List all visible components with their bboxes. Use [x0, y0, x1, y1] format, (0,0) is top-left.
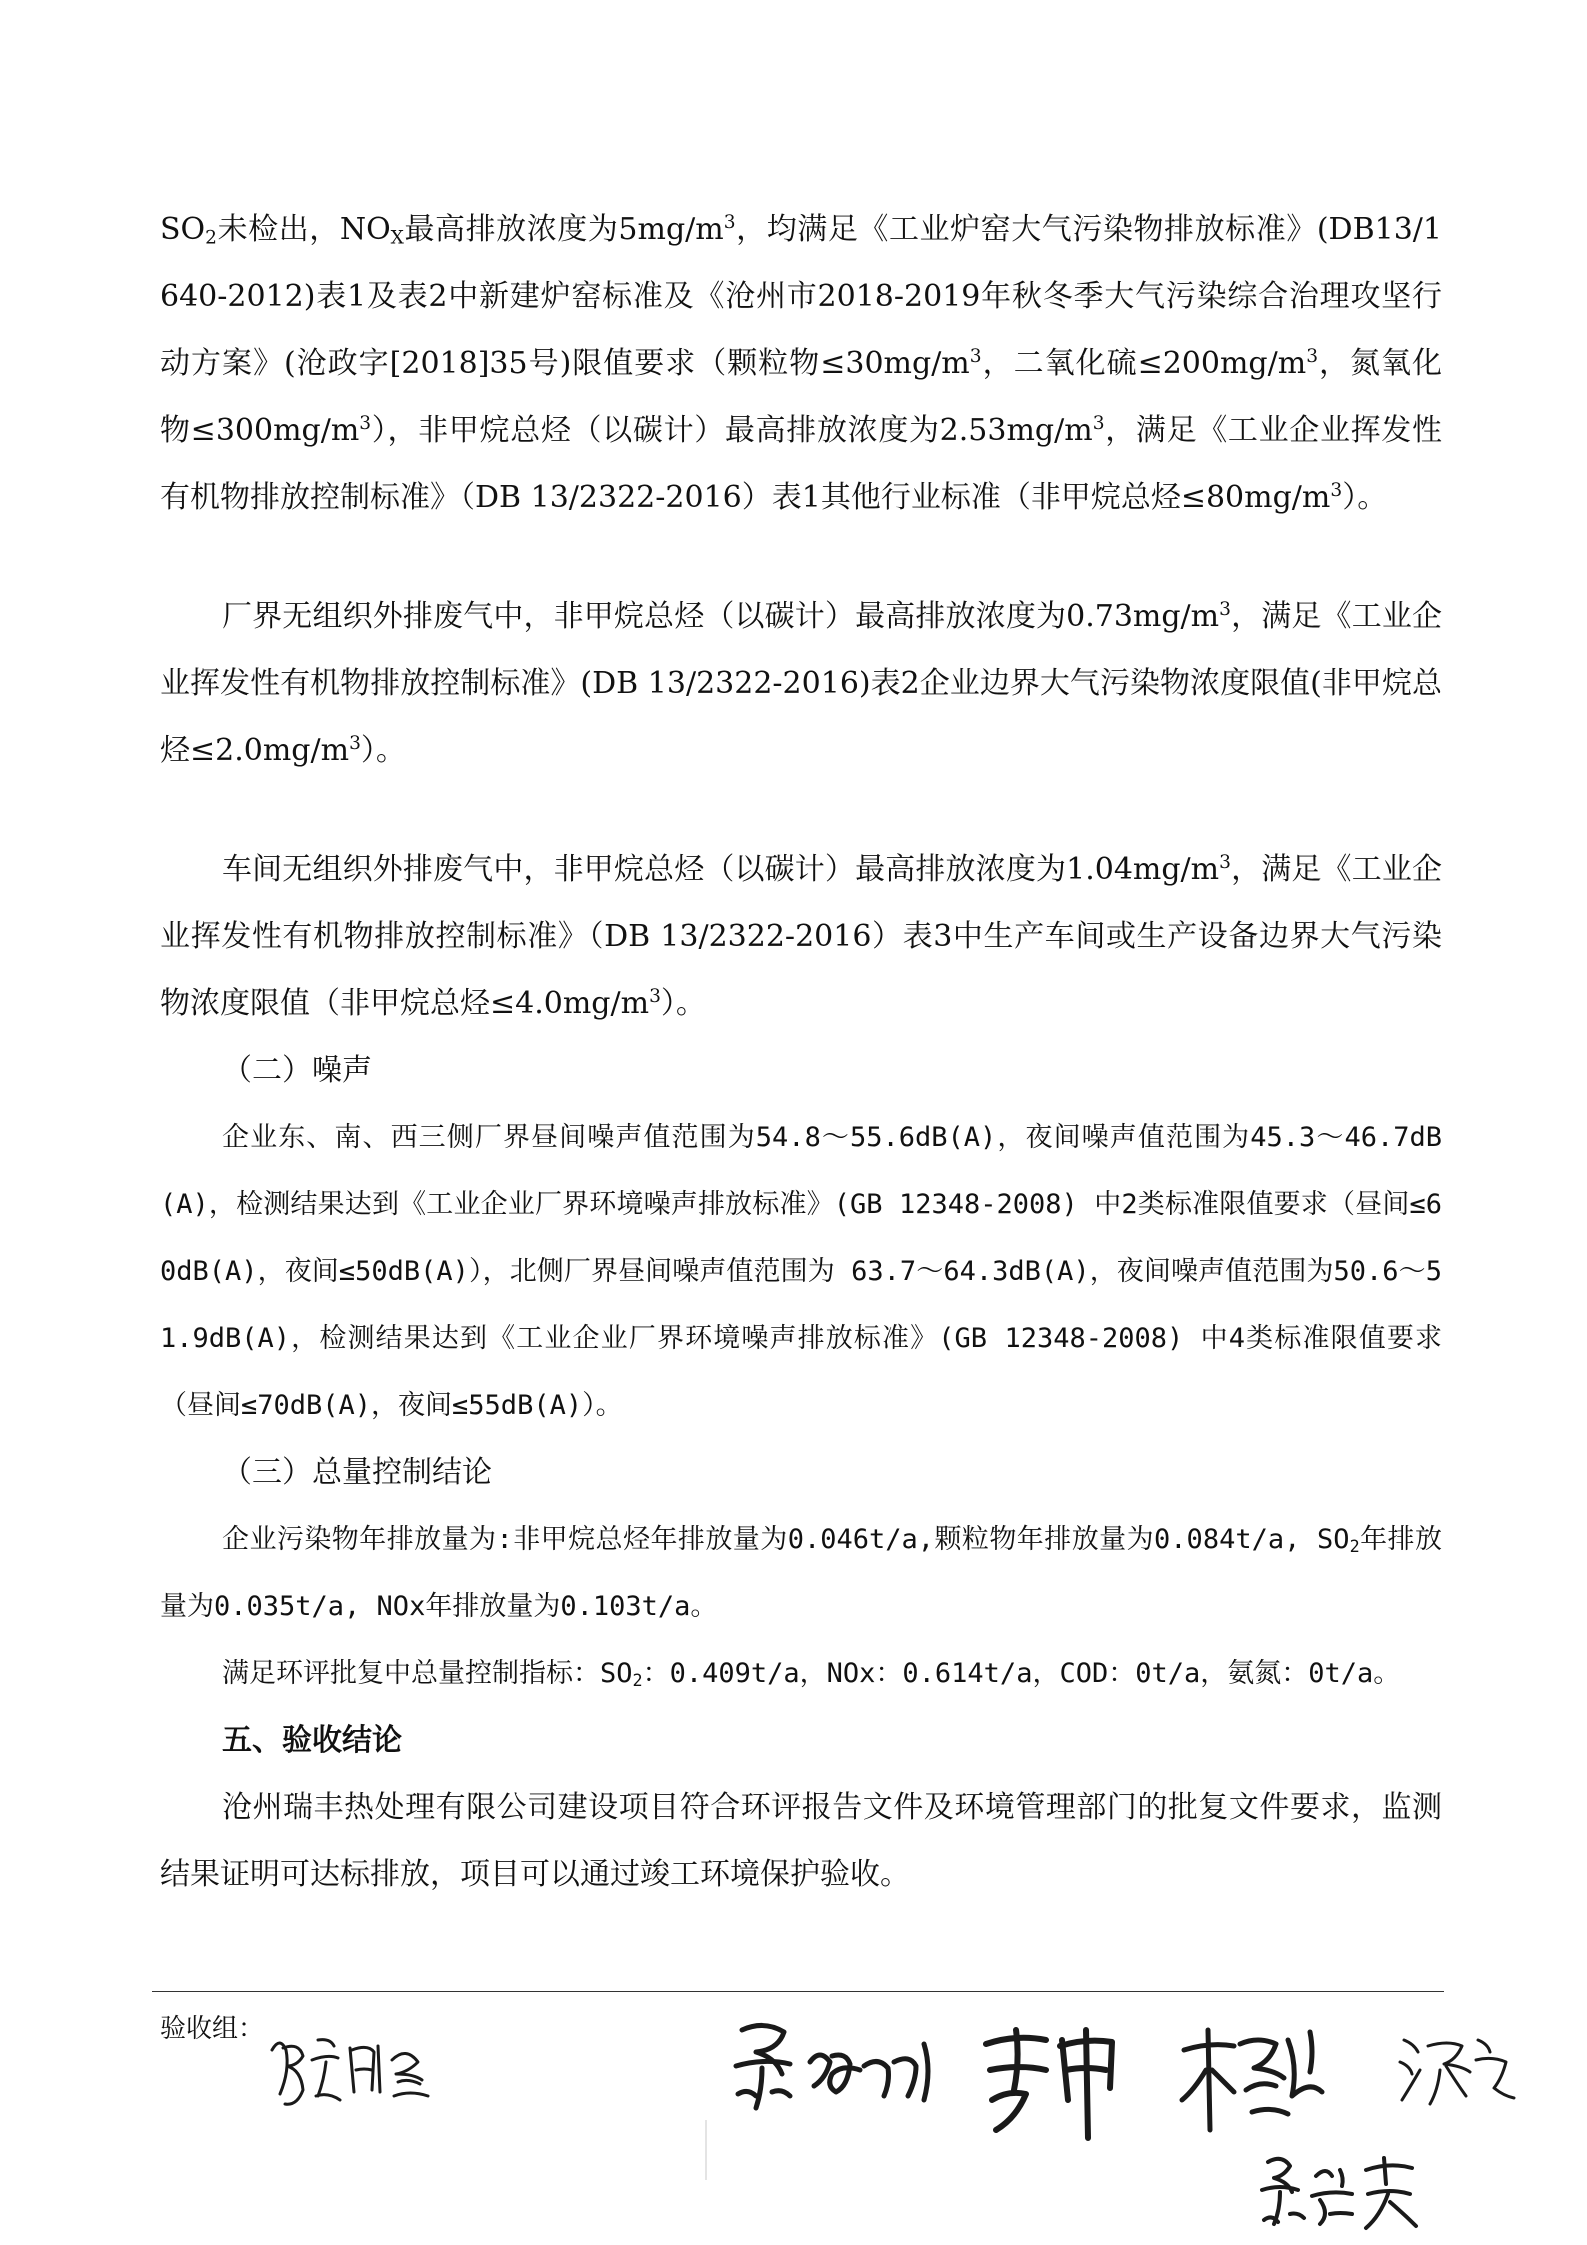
acceptance-conclusion-heading: 五、验收结论: [222, 1723, 402, 1758]
signature-divider: [152, 1991, 1444, 1992]
acceptance-conclusion-paragraph: 沧州瑞丰热处理有限公司建设项目符合环评报告文件及环境管理部门的批复文件要求，监测结果证明可达标排放，项目可以通过竣工环境保护验收。: [160, 1790, 1442, 1892]
signature-1: [272, 2040, 428, 2105]
total-control-heading: （三）总量控制结论: [222, 1455, 492, 1490]
signature-3: [986, 2030, 1112, 2138]
total-control-indicator-paragraph: 满足环评批复中总量控制指标：$SO_2$：0.409t/a，NOx：0.614t/a，COD：0t/a，氨氮：0t/a。: [222, 1658, 1401, 1691]
scan-artifact: [705, 2120, 707, 2180]
boundary-fugitive-paragraph: 厂界无组织外排废气中，非甲烷总烃（以碳计）最高排放浓度为$0.73mg/m^3$，满足《工业企业挥发性有机物排放控制标准》(DB 13/2322-2016)表2企业边界大气污染物浓度限值(非甲烷总烃$\le 2.0mg/m^3$）。: [160, 598, 1442, 768]
annual-emission-paragraph: 企业污染物年排放量为:非甲烷总烃年排放量为0.046t/a,颗粒物年排放量为0.084t/a, $SO_2$年排放量为0.035t/a, NOx年排放量为0.103t/a。: [160, 1524, 1443, 1622]
workshop-fugitive-paragraph: 车间无组织外排废气中，非甲烷总烃（以碳计）最高排放浓度为$1.04mg/m^3$，满足《工业企业挥发性有机物排放控制标准》（DB 13/2322-2016）表3中生产车间或生产设备边界大气污染物浓度限值（非甲烷总烃$\le 4.0mg/m^3$）。: [160, 851, 1442, 1021]
signature-6: [1262, 2158, 1416, 2228]
noise-heading: （二）噪声: [222, 1053, 372, 1088]
signature-4: [1182, 2030, 1322, 2130]
document-body: [160, 196, 1442, 1908]
noise-paragraph: 企业东、南、西三侧厂界昼间噪声值范围为54.8～55.6dB(A)，夜间噪声值范围为45.3～46.7dB(A)，检测结果达到《工业企业厂界环境噪声排放标准》(GB 12348-2008) 中2类标准限值要求（昼间≤60dB(A)，夜间≤50dB(A)），北侧厂界昼间噪声值范围为 63.7～64.3dB(A)，夜间噪声值范围为50.6～51.9dB(A)，检测结果达到《工业企业厂界环境噪声排放标准》(GB 12348-2008) 中4类标准限值要求（昼间≤70dB(A)，夜间≤55dB(A)）。: [160, 1122, 1442, 1421]
signature-5: [1400, 2040, 1514, 2104]
acceptance-group-label: 验收组：: [160, 2014, 265, 2044]
signature-2: [736, 2025, 928, 2108]
air-emission-paragraph: $SO_2$未检出，$NO_X$最高排放浓度为$5mg/m^3$，均满足《工业炉窑大气污染物排放标准》(DB13/1640-2012)表1及表2中新建炉窑标准及《沧州市2018-2019年秋冬季大气污染综合治理攻坚行动方案》(沧政字[2018]35号)限值要求（颗粒物$\le 30mg/m^3$，二氧化硫$\le 200mg/m^3$，氮氧化物$\le 300mg/m^3$），非甲烷总烃（以碳计）最高排放浓度为$2.53mg/m^3$，满足《工业企业挥发性有机物排放控制标准》（DB 13/2322-2016）表1其他行业标准（非甲烷总烃$\le 80mg/m^3$）。: [160, 211, 1443, 515]
